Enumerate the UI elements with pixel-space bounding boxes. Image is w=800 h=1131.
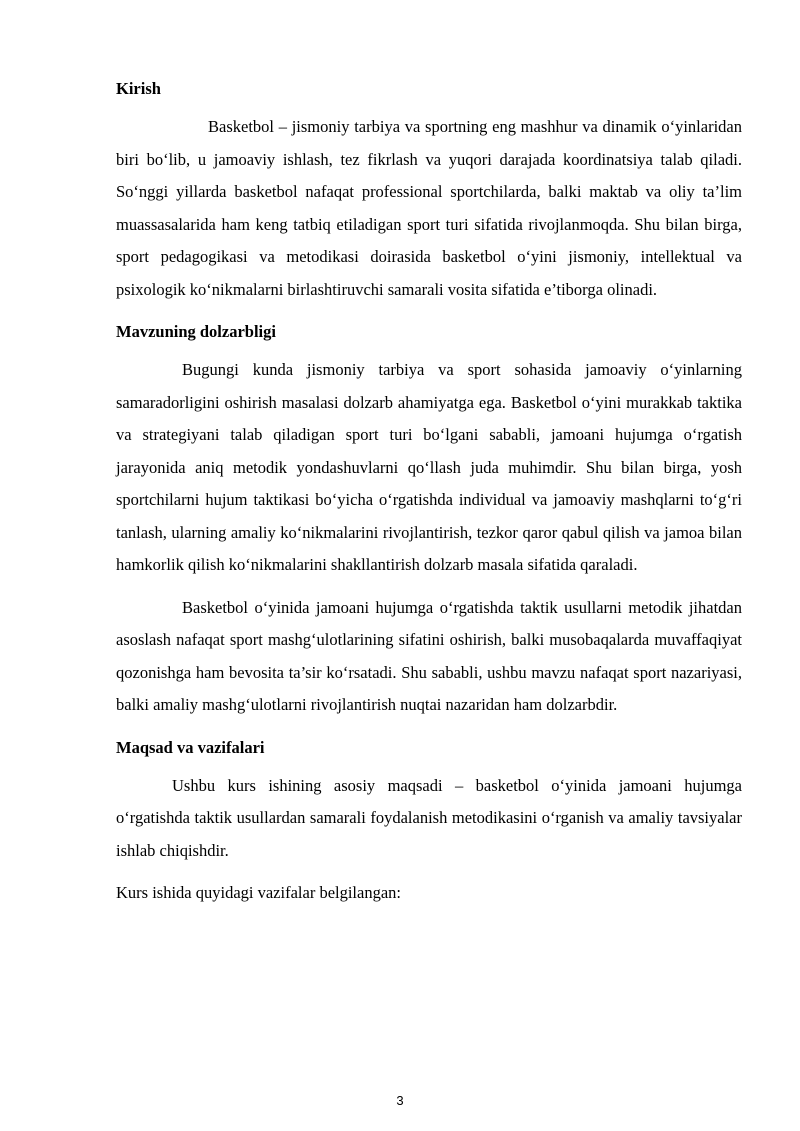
paragraph-vazifalar-intro: Kurs ishida quyidagi vazifalar belgilangan: bbox=[116, 883, 401, 902]
heading-kirish: Kirish bbox=[116, 79, 161, 98]
heading-maqsad-va-vazifalari: Maqsad va vazifalari bbox=[116, 737, 265, 757]
page-number: 3 bbox=[396, 1093, 404, 1108]
paragraph-maqsad: Ushbu kurs ishining asosiy maqsadi – basketbol o‘yinida jamoani hujumga o‘rgatishda taktik usullardan samarali foydalanish metodikasini o‘rganish va amaliy tavsiyalar ishlab chiqishdir. bbox=[116, 775, 742, 860]
paragraph-dolzarblik-2: Basketbol o‘yinida jamoani hujumga o‘rgatishda taktik usullarni metodik jihatdan asoslash nafaqat sport mashg‘ulotlarining sifatini oshirish, balki musobaqalarda muvaffaqiyat qozonishga ham bevosita ta’sir ko‘rsatadi. Shu sababli, ushbu mavzu nafaqat sport nazariyasi, balki amaliy mashg‘ulotlarni rivojlantirish nuqtai nazaridan ham dolzarbdir. bbox=[116, 597, 742, 714]
page-content bbox=[116, 73, 742, 920]
heading-mavzuning-dolzarbligi: Mavzuning dolzarbligi bbox=[116, 322, 276, 341]
paragraph-dolzarblik-1: Bugungi kunda jismoniy tarbiya va sport sohasida jamoaviy o‘yinlarning samaradorligini oshirish masalasi dolzarb ahamiyatga ega. Basketbol o‘yini murakkab taktika va strategiyani talab qiladigan sport turi bo‘lgani sababli, jamoani hujumga o‘rgatish jarayonida aniq metodik yondashuvlarni qo‘llash juda muhimdir. Shu bilan birga, yosh sportchilarni hujum taktikasi bo‘yicha o‘rgatishda individual va jamoaviy mashqlarni to‘g‘ri tanlash, ularning amaliy ko‘nikmalarini rivojlantirish, tezkor qaror qabul qilish va jamoa bilan hamkorlik qilish ko‘nikmalarini shakllantirish dolzarb masala sifatida qaraladi. bbox=[116, 360, 742, 574]
paragraph-kirish: Basketbol – jismoniy tarbiya va sportning eng mashhur va dinamik o‘yinlaridan biri bo‘lib, u jamoaviy ishlash, tez fikrlash va yuqori darajada koordinatsiya talab qiladi. So‘nggi yillarda basketbol nafaqat professional sportchilarda, balki maktab va oliy ta’lim muassasalarida ham keng tatbiq etiladigan sport turi sifatida rivojlanmoqda. Shu bilan birga, sport pedagogikasi va metodikasi doirasida basketbol o‘yini jismoniy, intellektual va psixologik ko‘nikmalarni birlashtiruvchi samarali vosita sifatida e’tiborga olinadi. bbox=[116, 117, 742, 299]
